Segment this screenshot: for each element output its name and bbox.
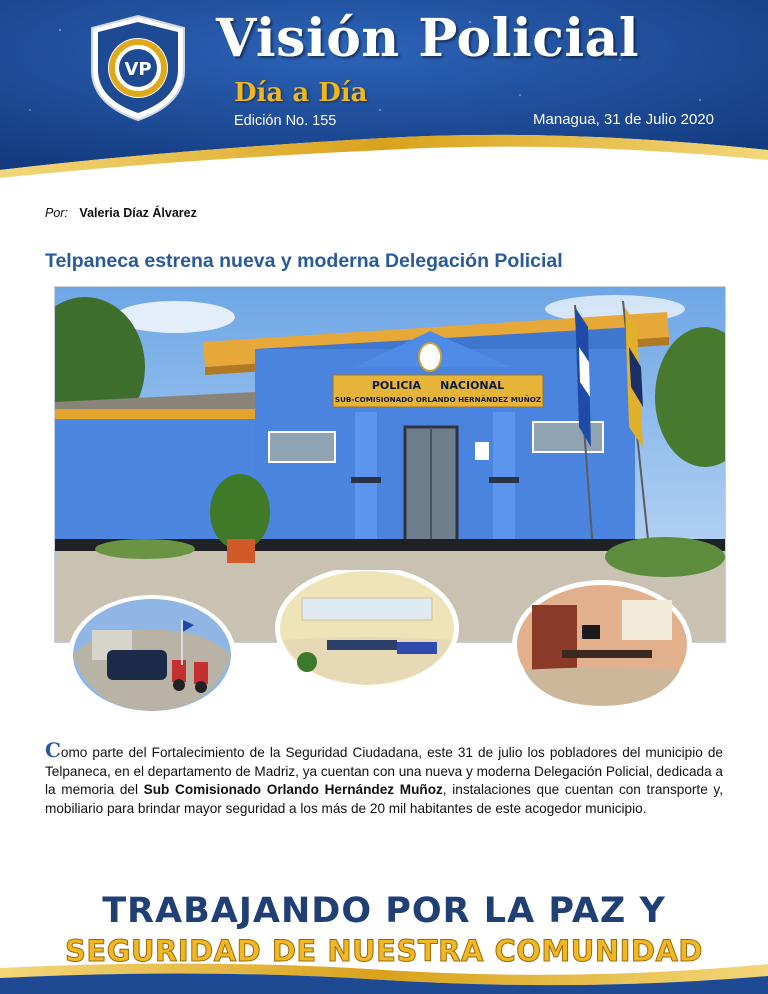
vp-shield-logo	[88, 14, 188, 122]
slogan-line-1: TRABAJANDO POR LA PAZ Y	[102, 891, 666, 931]
logo-text: VP	[124, 59, 152, 80]
dateline: Managua, 31 de Julio 2020	[533, 111, 714, 128]
article-headline: Telpaneca estrena nueva y moderna Delegación Policial	[45, 250, 563, 272]
article-text-2: , instalaciones que cuentan con transporte y, mobiliario para brindar mayor seguridad a los más de 20 mil habitantes de este acogedor municipio.	[45, 782, 723, 816]
publication-title: Visión Policial	[216, 8, 640, 69]
article-body	[45, 738, 723, 818]
byline	[45, 206, 197, 220]
slogan-line-2: SEGURIDAD DE NUESTRA COMUNIDAD	[65, 934, 703, 968]
inset-photo-waiting-room	[275, 570, 459, 690]
inset-photo-vehicles	[68, 595, 236, 715]
publication-subtitle: Día a Día	[234, 78, 368, 108]
edition-number: Edición No. 155	[234, 113, 337, 129]
byline-author: Valeria Díaz Álvarez	[79, 206, 197, 220]
sign-line-2: SUB-COMISIONADO ORLANDO HERNÁNDEZ MUÑOZ	[334, 395, 542, 404]
article-text-1: omo parte del Fortalecimiento de la Seguridad Ciudadana, este 31 de julio los pobladores del municipio de Telpaneca, en el departamento de Madriz, ya cuentan con una nueva y moderna Delegación Policial, dedicada a la memoria del	[45, 745, 723, 798]
inset-photos	[62, 570, 712, 720]
sign-line-1: POLICIA NACIONAL	[371, 379, 505, 392]
byline-label: Por:	[45, 206, 68, 220]
masthead	[0, 0, 768, 178]
honoree-name: Sub Comisionado Orlando Hernández Muñoz	[143, 782, 443, 798]
drop-cap: C	[45, 738, 61, 762]
inset-photo-office	[512, 580, 692, 710]
